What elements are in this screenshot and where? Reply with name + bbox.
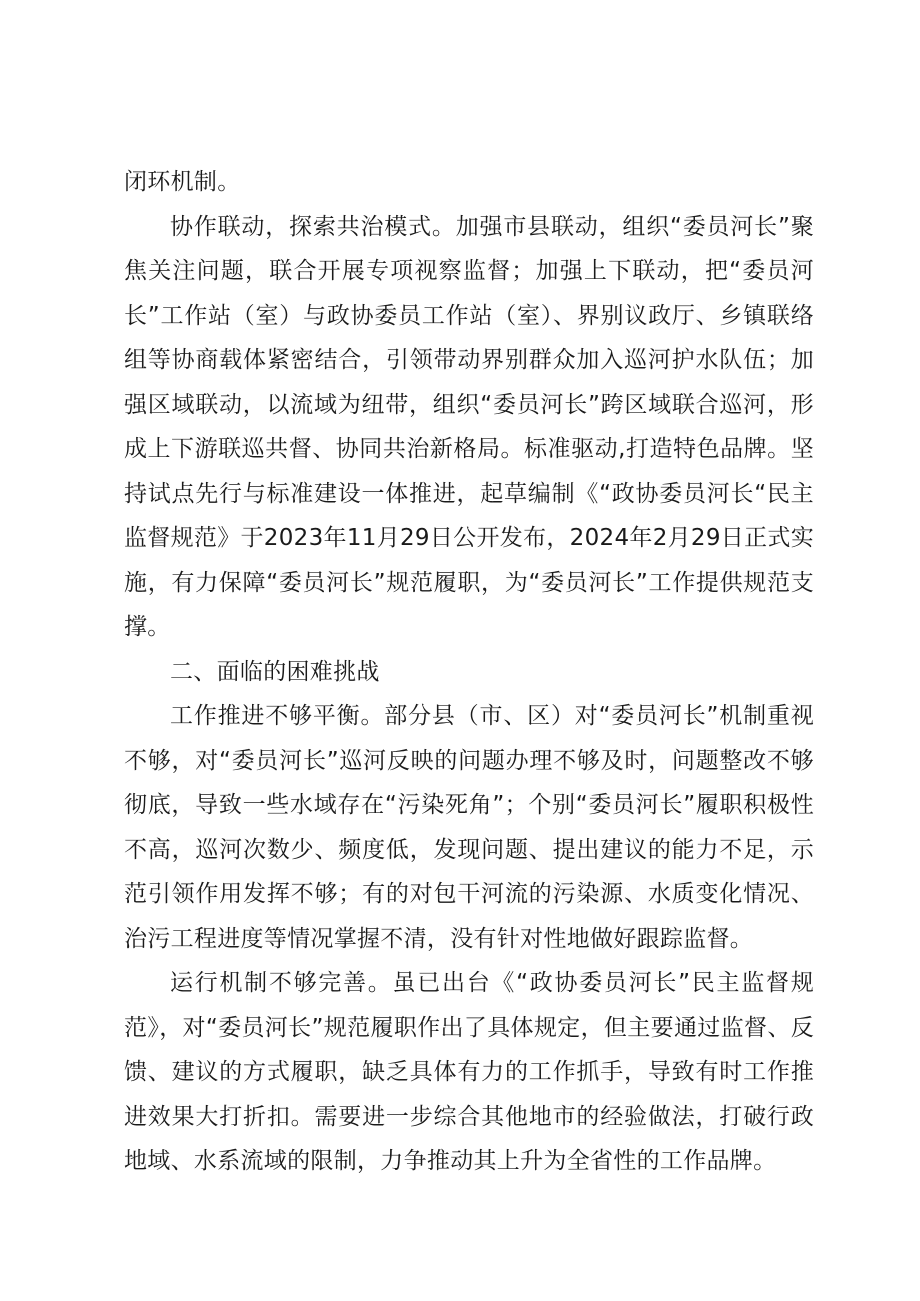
paragraph-imbalance: 工作推进不够平衡。部分县（市、区）对“委员河长”机制重视不够，对“委员河长”巡河反映的问题办理不够及时，问题整改不够彻底，导致一些水域存在“污染死角”；个别“委员河长”履职积极性不高，巡河次数少、频度低，发现问题、提出建议的能力不足，示范引领作用发挥不够；有的对包干河流的污染源、水质变化情况、治污工程进度等情况掌握不清，没有针对性地做好跟踪监督。 [124, 703, 814, 952]
section-heading-challenges: 二、面临的困难挑战 [170, 658, 380, 685]
paragraph-mechanism: 运行机制不够完善。虽已出台《“政协委员河长”民主监督规范》，对“委员河长”规范履职作出了具体规定，但主要通过监督、反馈、建议的方式履职，缺乏具体有力的工作抓手，导致有时工作推进效果大打折扣。需要进一步综合其他地市的经验做法，打破行政地域、水系流域的限制，力争推动其上升为全省性的工作品牌。 [124, 970, 814, 1174]
document-body [124, 160, 814, 1184]
paragraph-collaboration: 协作联动，探索共治模式。加强市县联动，组织“委员河长”聚焦关注问题，联合开展专项视察监督；加强上下联动，把“委员河长”工作站（室）与政协委员工作站（室）、界别议政厅、乡镇联络组等协商载体紧密结合，引领带动界别群众加入巡河护水队伍；加强区域联动，以流域为纽带，组织“委员河长”跨区域联合巡河，形成上下游联巡共督、协同共治新格局。标准驱动,打造特色品牌。坚持试点先行与标准建设一体推进，起草编制《“政协委员河长“民主监督规范》于2023年11月29日公开发布，2024年2月29日正式实施，有力保障“委员河长”规范履职，为“委员河长”工作提供规范支撑。 [124, 213, 814, 640]
paragraph-closing-fragment: 闭环机制。 [124, 169, 241, 195]
